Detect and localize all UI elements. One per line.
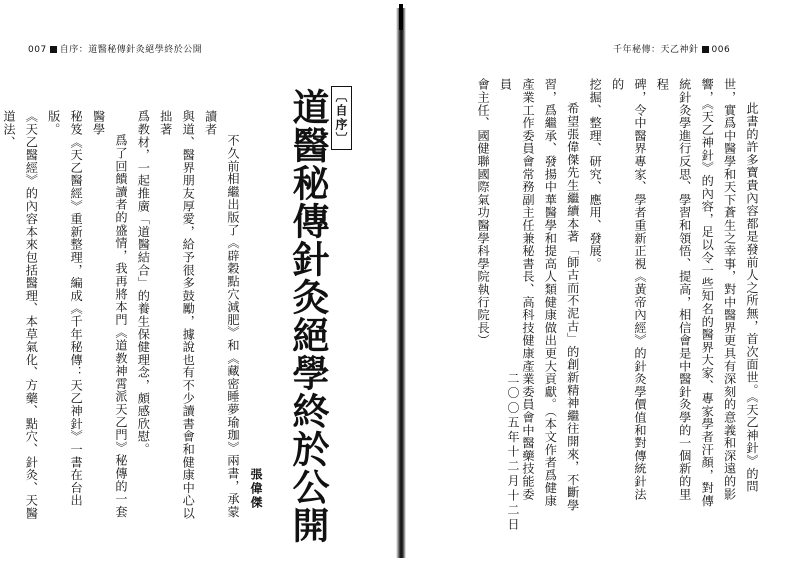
left-col-6: 《天乙醫經》的內容本來包括醫理、本草氣化、方藥、點穴、針灸、天醫道法、 bbox=[1, 110, 39, 520]
left-col-2: 與道、醫界朋友厚愛，給予很多鼓勵，據說也有不少讀書會和健康中心以拙著 bbox=[158, 110, 196, 520]
left-running-head bbox=[28, 44, 202, 56]
left-body-text bbox=[1, 110, 244, 530]
preface-label: 〔自序〕 bbox=[331, 86, 352, 150]
left-col-1: 不久前相繼出版了《辟穀點穴減肥》和《藏密睡夢瑜珈》兩書，承蒙讀者 bbox=[203, 110, 240, 519]
right-col-10: 會主任、國健聯國際氣功醫學科學院執行院長） bbox=[476, 78, 491, 347]
right-col-7: 希望張偉傑先生繼續本著「師古而不泥古」的創新精神繼往開來，不斷學 bbox=[565, 102, 580, 512]
right-col-9: 產業工作委員會常務副主任兼秘書長、高科技健康產業委員會中醫藥技能委員 bbox=[498, 78, 535, 501]
left-page-number: 007 bbox=[28, 45, 47, 55]
right-col-2: 世，實爲中醫學和天下蒼生之幸事，對中醫界更具有深刻的意義和深遠的影 bbox=[722, 78, 737, 501]
square-bullet-icon bbox=[702, 46, 709, 53]
right-col-1: 此書的許多寶貴內容都是發前人之所無，首次面世。《天乙神針》的問 bbox=[745, 102, 759, 494]
author-name: 張偉傑 bbox=[249, 468, 263, 510]
date-line: 二〇〇五年十二月十二日 bbox=[506, 372, 520, 533]
right-col-8: 習，爲繼承、發揚中華醫學和提高人類健康做出更大貢獻。（本文作者爲健康 bbox=[543, 78, 558, 508]
right-running-head-text: 千年秘傳：天乙神針 bbox=[613, 45, 699, 55]
right-col-4: 統針灸學進行反思、學習和領悟、提高，相信會是中醫針灸學的一個新的里程 bbox=[655, 78, 692, 501]
right-page bbox=[403, 0, 793, 561]
left-col-3: 爲教材，一起推廣「道醫結合」的養生保健理念，頗感欣慰。 bbox=[136, 110, 151, 456]
right-running-head bbox=[613, 44, 730, 56]
right-col-6: 挖掘、整理、研究、應用、發展。 bbox=[588, 78, 603, 270]
left-col-5: 秘笈《天乙醫經》重新整理，編成《千年秘傳：天乙神針》一書在台出版。 bbox=[46, 110, 84, 507]
left-col-4: 爲了回饋讀者的盛情，我再將本門《道教神霄派天乙門》秘傳的一套醫學 bbox=[91, 110, 128, 519]
right-page-number: 006 bbox=[711, 45, 731, 55]
right-col-3: 響，《天乙神針》的內容，足以令一些知名的醫界大家、專家學者汗顏，對傳 bbox=[700, 78, 715, 508]
left-running-head-text: 自序：道醫秘傳針灸絕學終於公開 bbox=[59, 45, 203, 55]
page-title: 道醫秘傳針灸絕學終於公開 bbox=[286, 88, 330, 544]
square-bullet-icon bbox=[50, 46, 57, 53]
right-col-5: 碑，令中醫界專家、學者重新正視《黃帝內經》的針灸學價值和對傳統針法的 bbox=[610, 78, 647, 501]
